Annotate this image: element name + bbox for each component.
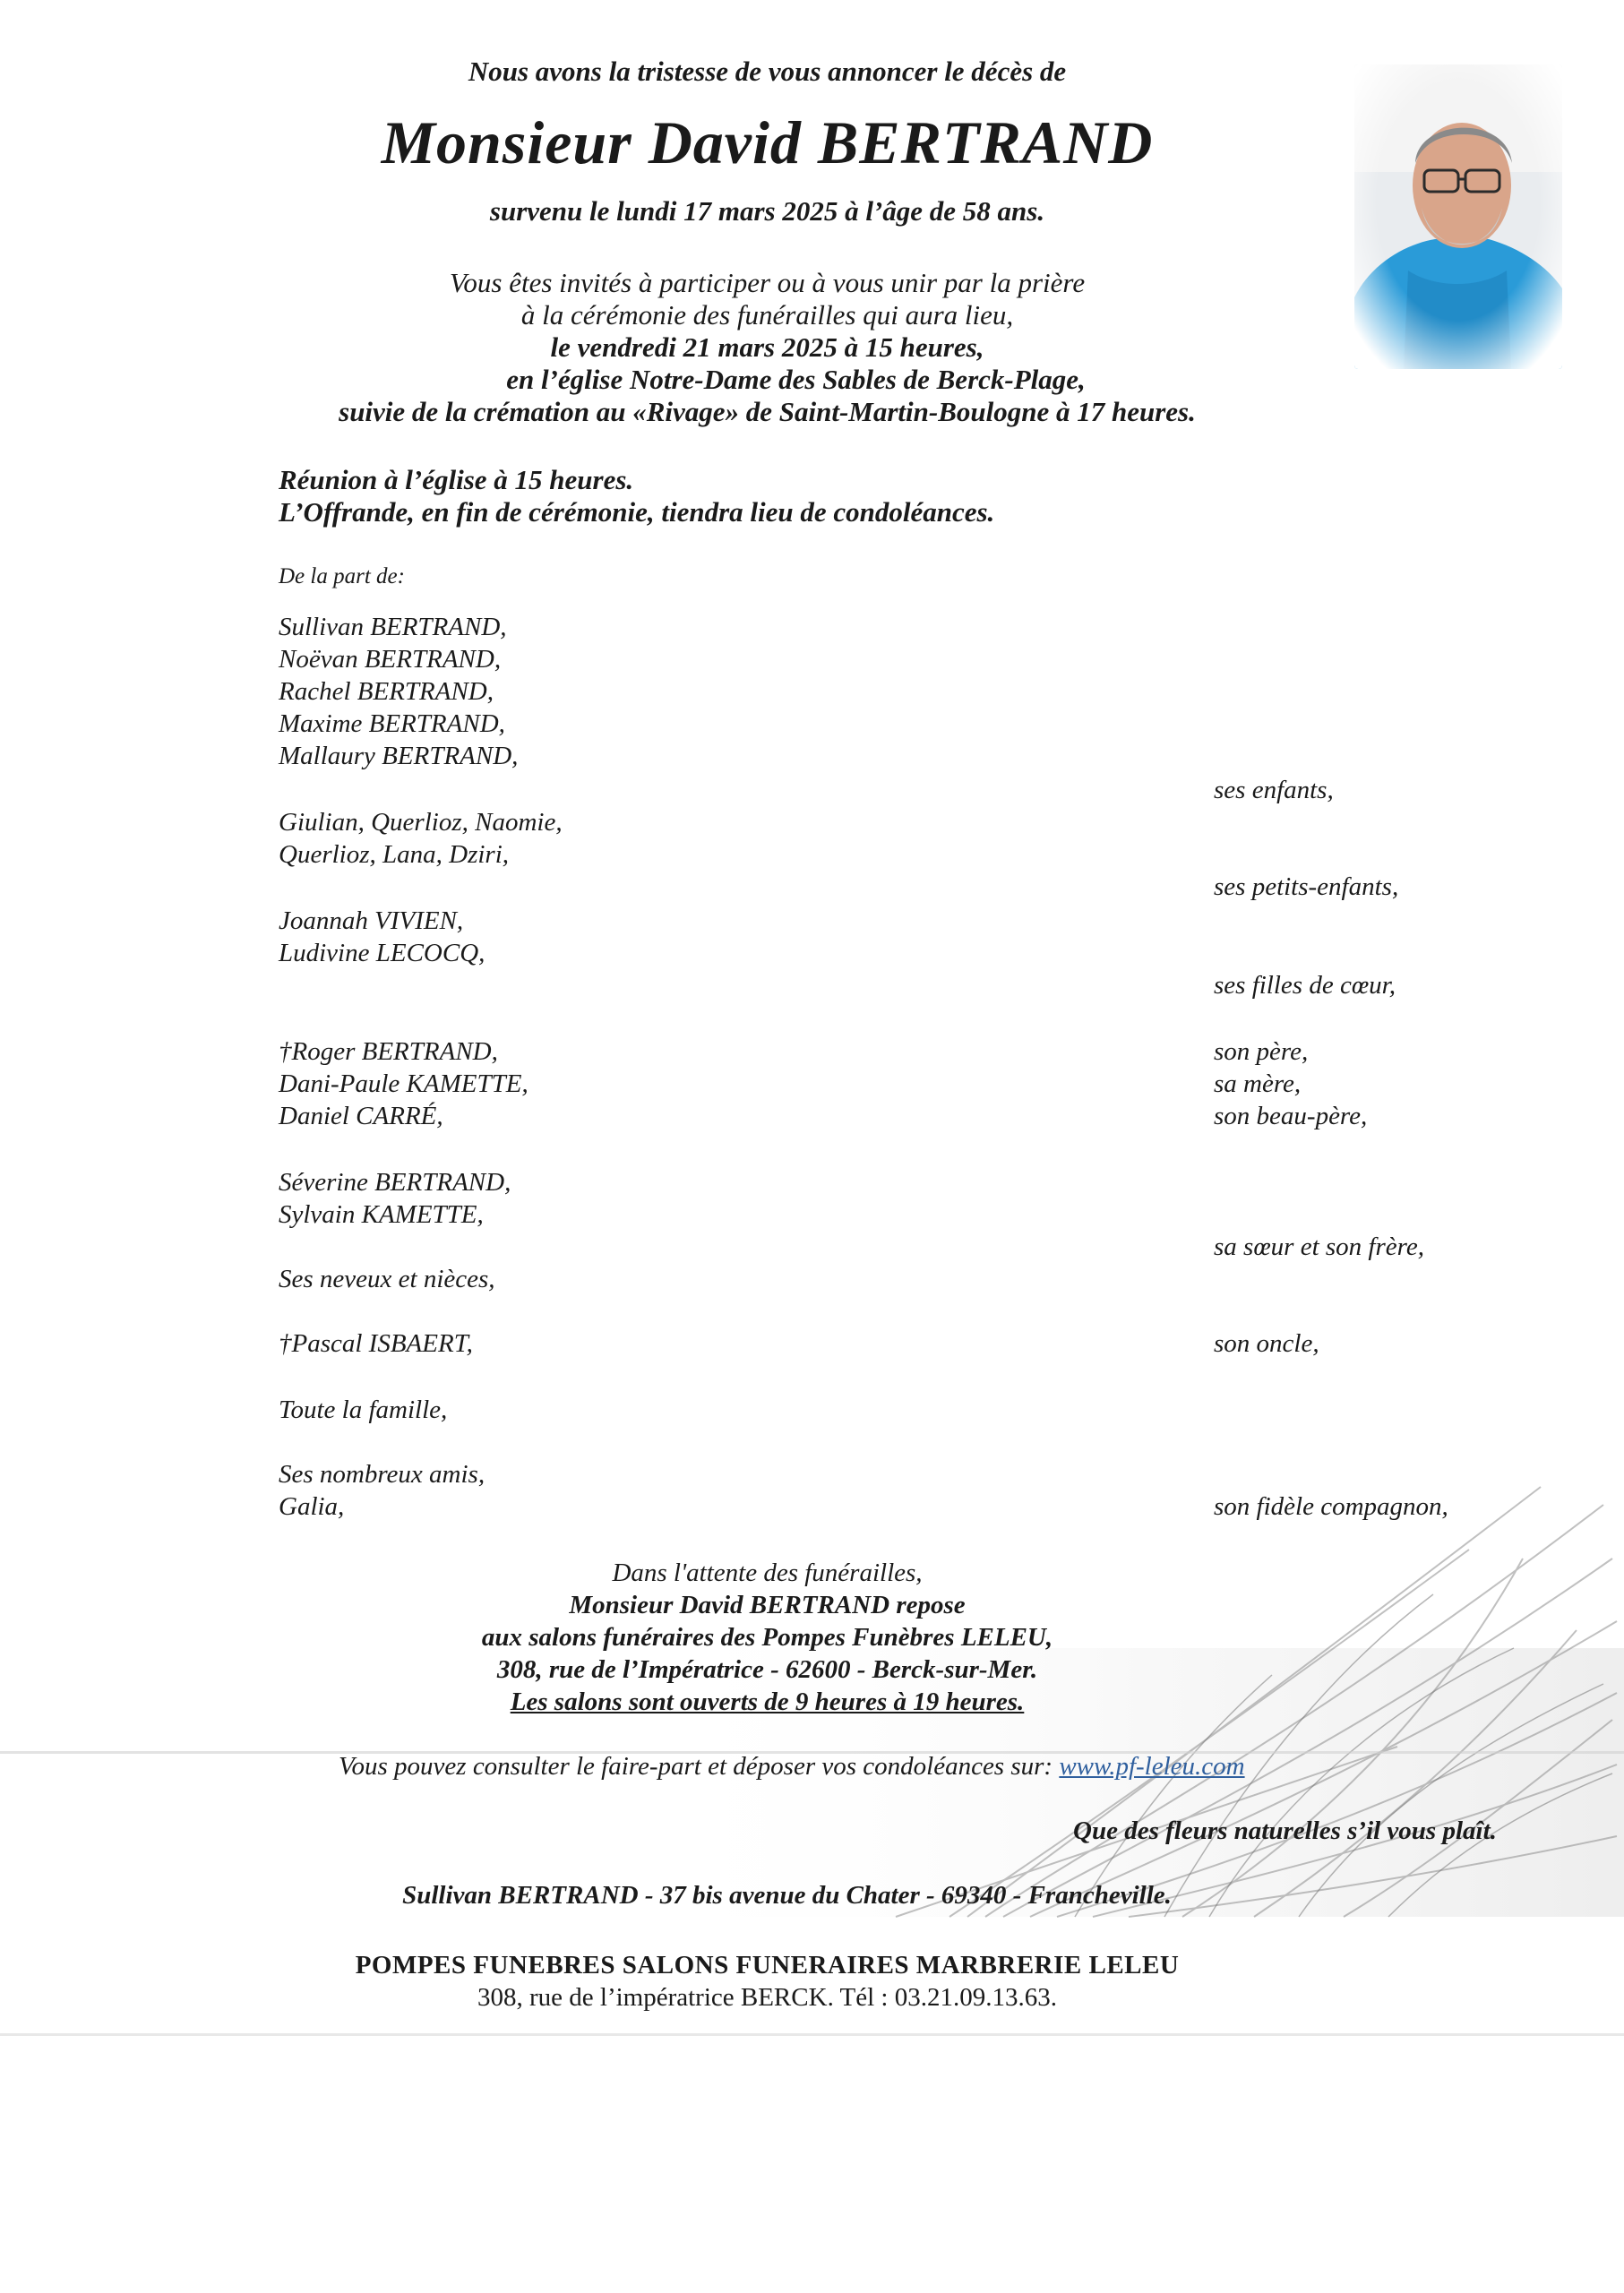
parent-name: †Roger BERTRAND,: [279, 1037, 498, 1066]
meeting-line-1: Réunion à l’église à 15 heures.: [279, 464, 634, 495]
date-age-text: survenu le lundi 17 mars 2025 à l’âge de 58 ans.: [489, 195, 1045, 227]
child-name: Sullivan BERTRAND,: [279, 613, 507, 641]
uncle-role: son oncle,: [1214, 1329, 1319, 1358]
companion-role: son fidèle compagnon,: [1214, 1492, 1448, 1521]
rest-line-4: 308, rue de l’Impératrice - 62600 - Berck-sur-Mer.: [496, 1655, 1038, 1684]
consult-text: Vous pouvez consulter le faire-part et déposer vos condoléances sur:: [339, 1752, 1053, 1781]
heart-daughter-name: Ludivine LECOCQ,: [279, 939, 485, 967]
parent-role: sa mère,: [1214, 1069, 1302, 1098]
consult-line: [339, 1752, 1245, 1782]
hearts-role: ses filles de cœur,: [1214, 971, 1396, 1000]
grandchildren-names: Querlioz, Lana, Dziri,: [279, 840, 510, 869]
flowers-note: Que des fleurs naturelles s’il vous plaît.: [1073, 1816, 1497, 1845]
rest-line-3: aux salons funéraires des Pompes Funèbres LELEU,: [481, 1623, 1053, 1652]
parent-name: Daniel CARRÉ,: [279, 1102, 443, 1130]
rest-hours-text: Les salons sont ouverts de 9 heures à 19 heures.: [510, 1688, 1025, 1716]
parent-role: son beau-père,: [1214, 1102, 1368, 1130]
website-link[interactable]: www.pf-leleu.com: [1059, 1752, 1245, 1781]
contact-line: Sullivan BERTRAND - 37 bis avenue du Chater - 69340 - Francheville.: [402, 1881, 1172, 1910]
footer-address: 308, rue de l’impératrice BERCK. Tél : 03.21.09.13.63.: [477, 1983, 1057, 2012]
children-role: ses enfants,: [1214, 776, 1334, 804]
heart-daughter-name: Joannah VIVIEN,: [279, 906, 464, 935]
ceremony-date: le vendredi 21 mars 2025 à 15 heures,: [550, 331, 984, 363]
child-name: Noëvan BERTRAND,: [279, 645, 502, 674]
child-name: Mallaury BERTRAND,: [279, 742, 519, 770]
rest-hours: [0, 1688, 1579, 1717]
child-name: Rachel BERTRAND,: [279, 677, 494, 706]
intro-text: Nous avons la tristesse de vous annoncer le décès de: [468, 56, 1067, 87]
sibling-name: Séverine BERTRAND,: [279, 1168, 511, 1197]
grandchildren-role: ses petits-enfants,: [1214, 872, 1399, 901]
rest-line-1: Dans l'attente des funérailles,: [612, 1559, 923, 1587]
deceased-name: Monsieur David BERTRAND: [381, 108, 1154, 176]
parent-role: son père,: [1214, 1037, 1309, 1066]
nephews-text: Ses neveux et nièces,: [279, 1265, 495, 1293]
family-all-text: Toute la famille,: [279, 1396, 448, 1424]
child-name: Maxime BERTRAND,: [279, 709, 505, 738]
ceremony-line-1: Vous êtes invités à participer ou à vous unir par la prière: [449, 267, 1086, 298]
sibling-name: Sylvain KAMETTE,: [279, 1200, 484, 1229]
grandchildren-names: Giulian, Querlioz, Naomie,: [279, 808, 563, 837]
rest-line-2: Monsieur David BERTRAND repose: [569, 1591, 966, 1619]
from-label: De la part de:: [279, 564, 405, 588]
ceremony-church: en l’église Notre-Dame des Sables de Berck-Plage,: [506, 364, 1086, 395]
friends-text: Ses nombreux amis,: [279, 1460, 485, 1489]
uncle-name: †Pascal ISBAERT,: [279, 1329, 473, 1358]
footer-company: POMPES FUNEBRES SALONS FUNERAIRES MARBRERIE LELEU: [355, 1951, 1180, 1980]
meeting-line-2: L’Offrande, en fin de cérémonie, tiendra lieu de condoléances.: [279, 496, 995, 528]
siblings-role: sa sœur et son frère,: [1214, 1232, 1424, 1261]
ceremony-cremation: suivie de la crémation au «Rivage» de Saint-Martin-Boulogne à 17 heures.: [339, 396, 1196, 427]
ceremony-line-2: à la cérémonie des funérailles qui aura lieu,: [520, 299, 1014, 331]
parent-name: Dani-Paule KAMETTE,: [279, 1069, 528, 1098]
companion-name: Galia,: [279, 1492, 345, 1521]
